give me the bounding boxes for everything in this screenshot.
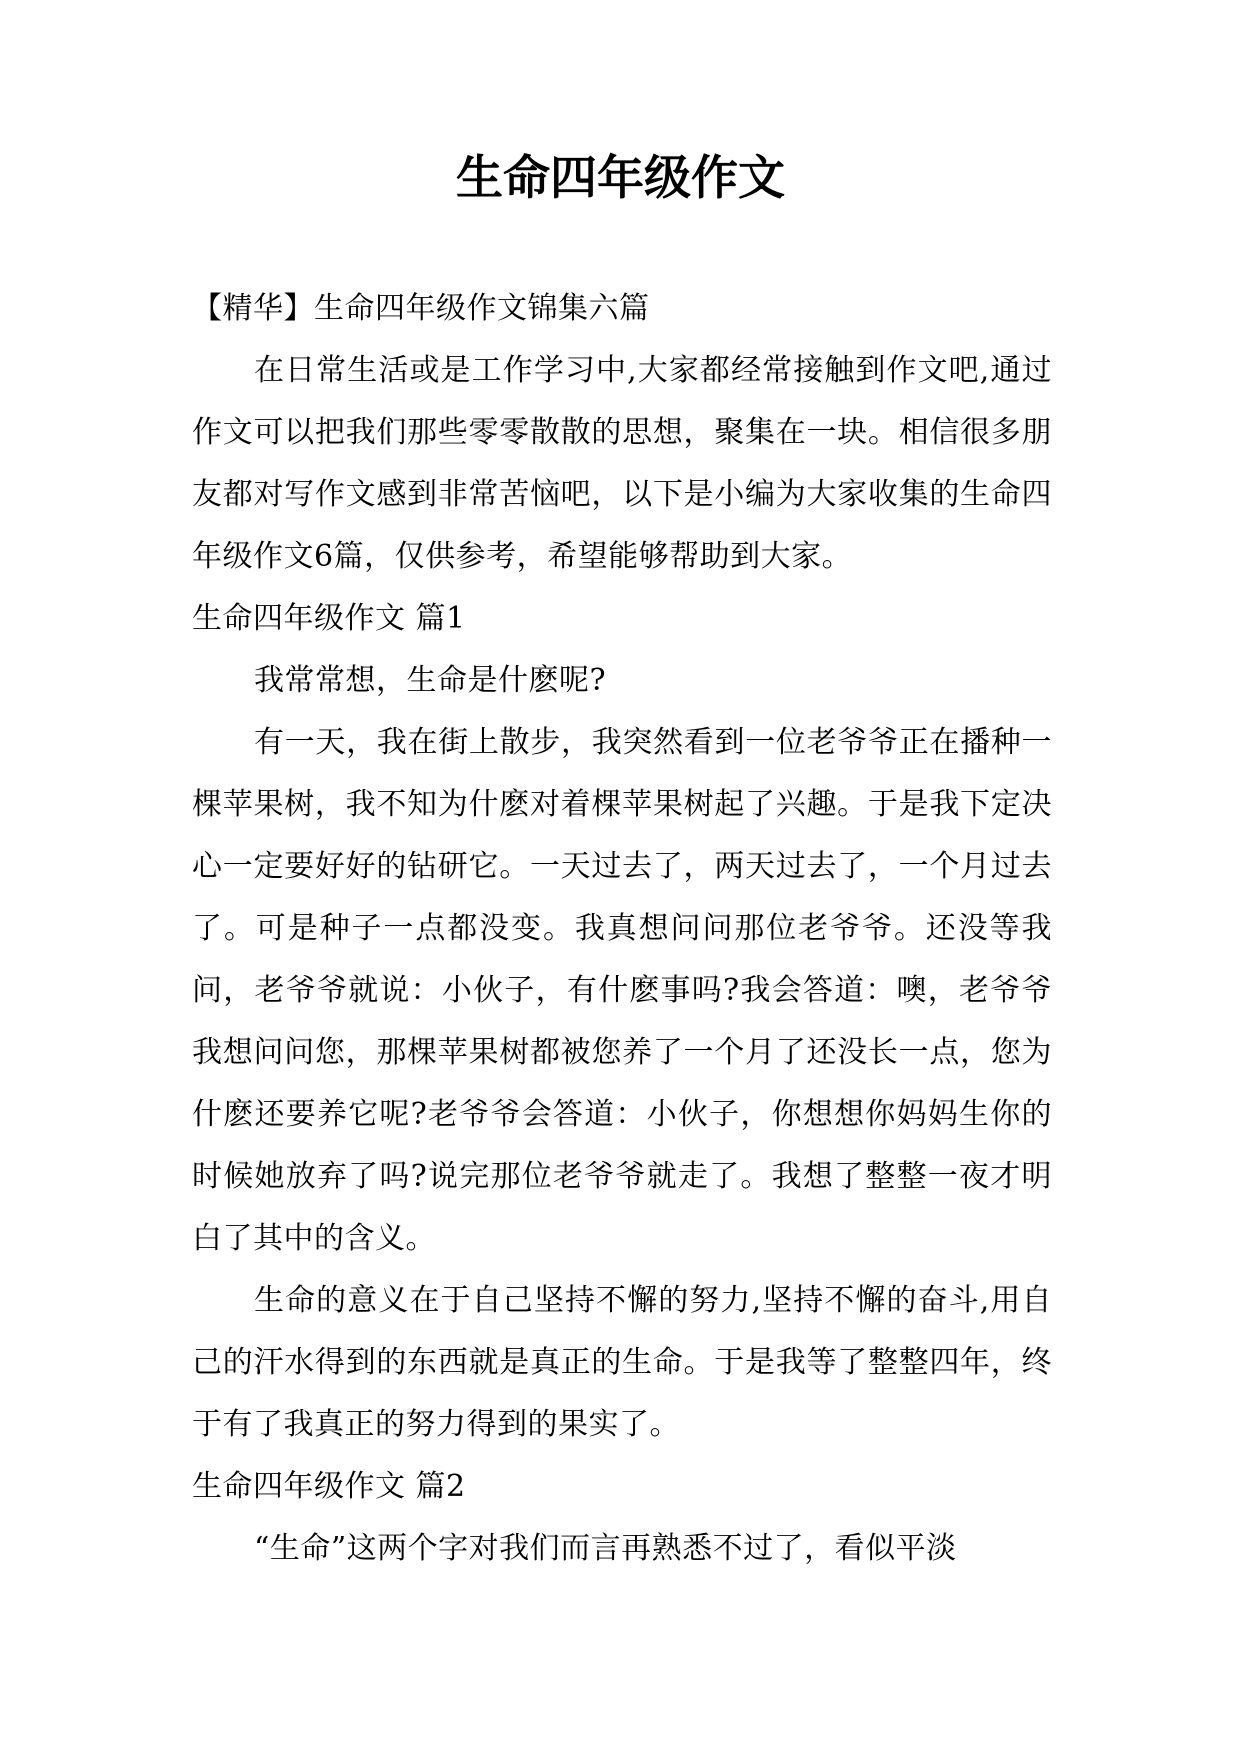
essay-1-paragraph-2: 有一天，我在街上散步，我突然看到一位老爷爷正在播种一棵苹果树，我不知为什麽对着棵苹果树起了兴趣。于是我下定决心一定要好好的钻研它。一天过去了，两天过去了，一个月过去了。可是种子一点都没变。我真想问问那位老爷爷。还没等我问，老爷爷就说：小伙子，有什麽事吗?我会答道：噢，老爷爷我想问问您，那棵苹果树都被您养了一个月了还没长一点，您为什麽还要养它呢?老爷爷会答道：小伙子，你想想你妈妈生你的时候她放弃了吗?说完那位老爷爷就走了。我想了整整一夜才明白了其中的含义。 [192,725,1052,1256]
section-heading-2: 生命四年级作文 篇2 [192,1469,466,1504]
intro-paragraph: 在日常生活或是工作学习中,大家都经常接触到作文吧,通过作文可以把我们那些零零散散的思想，聚集在一块。相信很多朋友都对写作文感到非常苦恼吧，以下是小编为大家收集的生命四年级作文6篇，仅供参考，希望能够帮助到大家。 [192,353,1052,574]
essay-1-paragraph-3: 生命的意义在于自己坚持不懈的努力,坚持不懈的奋斗,用自己的汗水得到的东西就是真正的生命。于是我等了整整四年，终于有了我真正的努力得到的果实了。 [192,1283,1052,1442]
subtitle-line: 【精华】生命四年级作文锦集六篇 [192,291,650,326]
document-title: 生命四年级作文 [456,151,785,206]
section-heading-1: 生命四年级作文 篇1 [192,601,466,636]
document-body [192,278,1052,1580]
essay-2-paragraph-1: “生命”这两个字对我们而言再熟悉不过了，看似平淡 [254,1531,957,1566]
essay-1-paragraph-1: 我常常想，生命是什麽呢? [254,663,607,698]
